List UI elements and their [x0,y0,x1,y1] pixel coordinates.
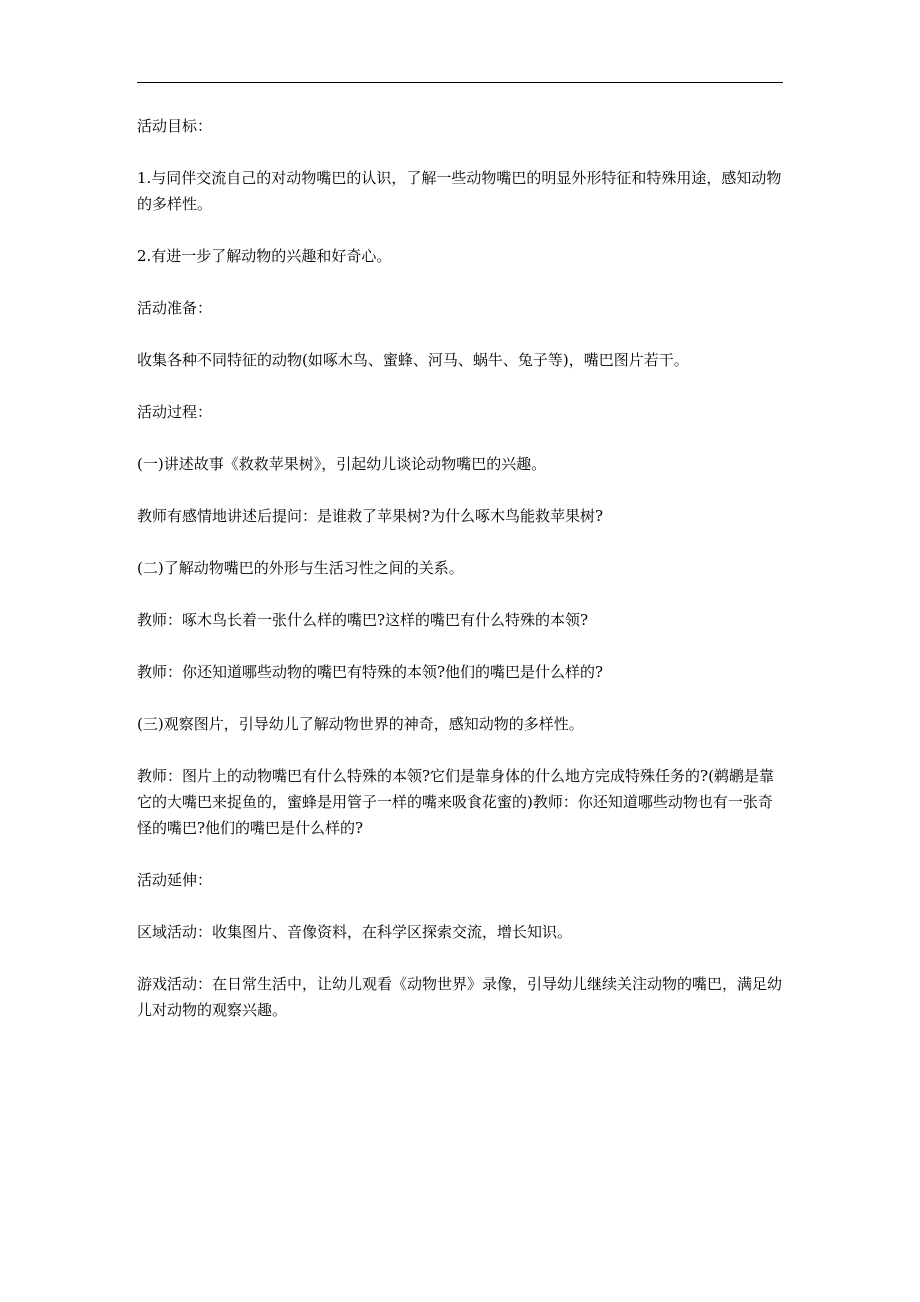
section-heading-extension: 活动延伸： [137,871,213,889]
goal-item-1: 1.与同伴交流自己的对动物嘴巴的认识，了解一些动物嘴巴的明显外形特征和特殊用途，感知动物的多样性。 [137,169,782,213]
extension-area-activity: 区域活动：收集图片、音像资料，在科学区探索交流，增长知识。 [137,923,573,941]
section-heading-process: 活动过程： [137,403,213,421]
extension-game-activity: 游戏活动：在日常生活中，让幼儿观看《动物世界》录像，引导幼儿继续关注动物的嘴巴，满足幼儿对动物的观察兴趣。 [137,975,783,1019]
process-step-2: (二)了解动物嘴巴的外形与生活习性之间的关系。 [137,559,464,577]
process-step-3: (三)观察图片，引导幼儿了解动物世界的神奇，感知动物的多样性。 [137,715,584,733]
header-rule [137,82,783,83]
section-heading-goals: 活动目标： [137,117,213,135]
document-body [137,113,787,1049]
process-step-2-question-1: 教师：啄木鸟长着一张什么样的嘴巴?这样的嘴巴有什么特殊的本领? [137,611,589,629]
process-step-1-detail: 教师有感情地讲述后提问：是谁救了苹果树?为什么啄木鸟能救苹果树? [137,507,604,525]
process-step-2-question-2: 教师：你还知道哪些动物的嘴巴有特殊的本领?他们的嘴巴是什么样的? [137,663,604,681]
goal-item-2: 2.有进一步了解动物的兴趣和好奇心。 [137,247,392,265]
process-step-3-detail: 教师：图片上的动物嘴巴有什么特殊的本领?它们是靠身体的什么地方完成特殊任务的?(鹈鹕是靠它的大嘴巴来捉鱼的，蜜蜂是用管子一样的嘴来吸食花蜜的)教师：你还知道哪些动物也有一张奇怪的嘴巴?他们的嘴巴是什么样的? [137,767,774,837]
preparation-text: 收集各种不同特征的动物(如啄木鸟、蜜蜂、河马、蜗牛、兔子等)，嘴巴图片若干。 [137,351,689,369]
process-step-1: (一)讲述故事《救救苹果树》，引起幼儿谈论动物嘴巴的兴趣。 [137,455,547,473]
section-heading-preparation: 活动准备： [137,299,213,317]
